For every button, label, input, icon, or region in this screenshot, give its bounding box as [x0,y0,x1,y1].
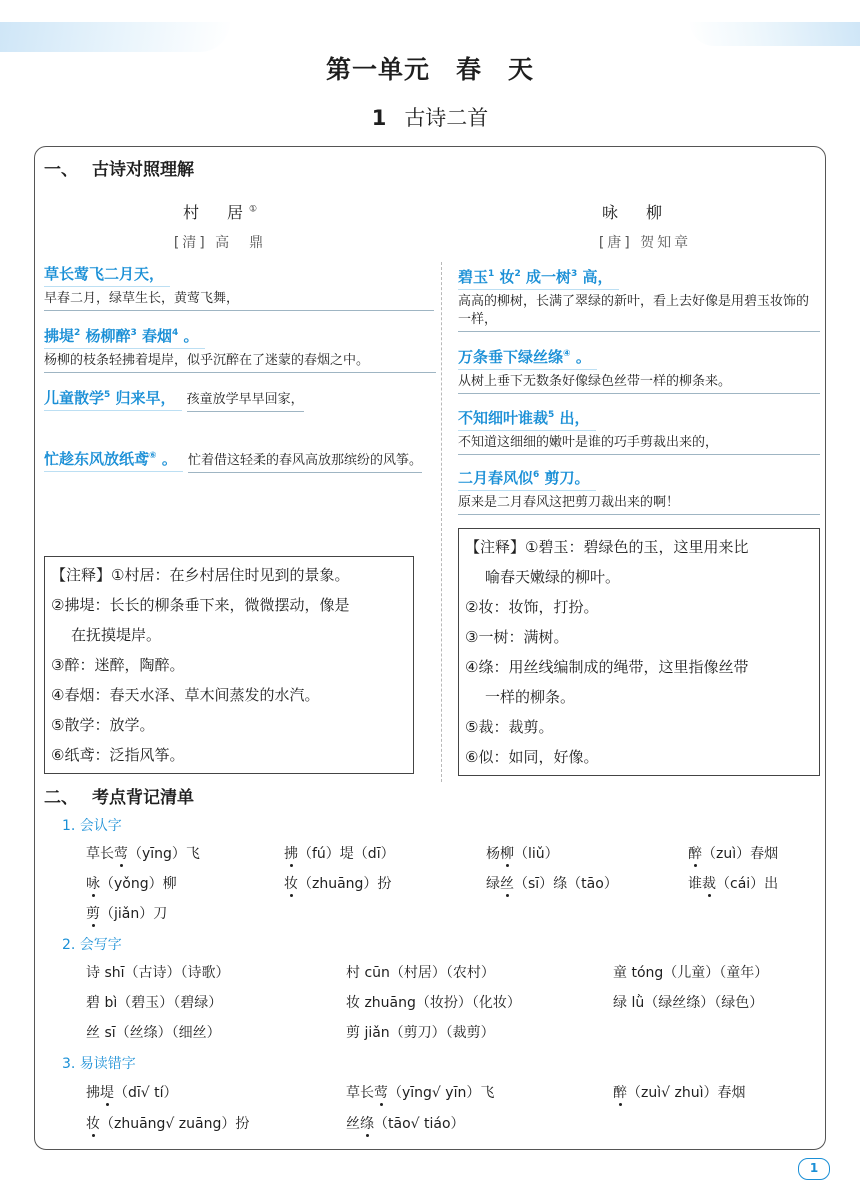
recognize-item: 剪（jiǎn）刀 [86,906,168,922]
poem2-line-2 [458,342,820,394]
poem2-line-4 [458,463,820,515]
recognize-item: 杨柳（liǔ） [486,846,559,862]
poem1-line-4-translation: 忙着借这轻柔的春风高放那缤纷的风筝。 [188,452,422,473]
write-heading: 2. 会写字 [62,937,122,953]
section1-title: 古诗对照理解 [92,160,194,180]
recognize-heading: 1. 会认字 [62,818,122,834]
poem1-note-4: ④春烟：春天水泽、草木间蒸发的水汽。 [51,686,320,704]
header-decoration-right [690,22,860,46]
misread-item: 醉（zuì√ zhuì）春烟 [613,1085,746,1101]
write-item: 童 tóng（儿童）（童年） [613,965,769,981]
poem1-author: [清] 高 鼎 [173,235,267,251]
poem2-note-6: ⑥似：如同，好像。 [465,748,599,766]
poem1-line-3 [44,383,434,412]
header-decoration-left [0,22,230,52]
misread-item: 丝绦（tāo√ tiáo） [346,1116,465,1132]
poem2-note-4: ④绦：用丝线编制成的绳带，这里指像丝带 [465,658,749,676]
write-item: 诗 shī（古诗）（诗歌） [86,965,230,981]
column-divider [441,262,442,782]
write-item: 村 cūn（村居）（农村） [346,965,495,981]
poem2-note-4-cont: 一样的柳条。 [485,688,576,706]
poem1-note-2: ②拂堤：长长的柳条垂下来，微微摆动，像是 [51,596,350,614]
poem2-line-2-original: 万条垂下绿丝绦④ 。 [458,342,597,370]
poem1-title-text: 村 居 [182,203,249,222]
poem1-title [150,200,290,223]
poem2-line-3 [458,403,820,455]
poem1-title-mark: ① [248,204,258,215]
poem2-line-4-original: 二月春风似$^6$ 剪刀。 [458,463,596,491]
write-item: 碧 bì（碧玉）（碧绿） [86,995,223,1011]
recognize-item: 谁裁（cái）出 [688,876,779,892]
lesson-number: 1 [371,106,387,130]
poem1-note-6: ⑥纸鸢：泛指风筝。 [51,746,185,764]
lesson-title-text: 古诗二首 [404,106,489,130]
recognize-item: 咏（yǒng）柳 [86,876,177,892]
poem2-line-3-translation: 不知道这细细的嫩叶是谁的巧手剪裁出来的， [458,434,820,455]
poem2-note-1-cont: 喻春天嫩绿的柳叶。 [485,568,621,586]
poem2-author: [唐] 贺知章 [598,235,692,251]
write-item: 妆 zhuāng（妆扮）（化妆） [346,995,521,1011]
poem2-note-5: ⑤裁：裁剪。 [465,718,554,736]
poem1-line-4 [44,444,434,473]
poem2-note-1: 【注释】①碧玉：碧绿色的玉，这里用来比 [465,538,749,556]
write-item: 丝 sī（丝绦）（细丝） [86,1025,221,1041]
poem1-line-1-translation: 早春二月，绿草生长，黄莺飞舞， [44,290,434,311]
poem1-note-3: ③醉：迷醉，陶醉。 [51,656,185,674]
unit-title: 第一单元 春 天 [325,55,534,84]
poem1-note-5: ⑤散学：放学。 [51,716,155,734]
poem2-line-1-original: 碧玉$^1$ 妆$^2$ 成一树$^3$ 高， [458,262,619,290]
write-item: 绿 lǜ（绿丝绦）（绿色） [613,995,764,1011]
write-item: 剪 jiǎn（剪刀）（裁剪） [346,1025,495,1041]
poem2-note-3: ③一树：满树。 [465,628,569,646]
poem1-line-3-translation: 孩童放学早早回家， [187,391,304,412]
section1-tag: 一、 [44,160,78,180]
misread-item: 拂堤（dī√ tí） [86,1085,178,1101]
poem2-line-1-translation: 高高的柳树，长满了翠绿的新叶，看上去好像是用碧玉妆饰的一样， [458,293,820,332]
section1-heading [44,155,194,180]
recognize-item: 拂（fú）堤（dī） [284,846,395,862]
poem1-line-2 [44,321,436,373]
poem1-line-3-original: 儿童散学$^5$ 归来早， [44,383,182,411]
poem1-note-1: 【注释】①村居：在乡村居住时见到的景象。 [51,566,350,584]
recognize-item: 妆（zhuāng）扮 [284,876,392,892]
section2-tag: 二、 [44,788,78,808]
poem2-line-4-translation: 原来是二月春风这把剪刀裁出来的啊！ [458,494,820,515]
poem1-line-4-original: 忙趁东风放纸鸢⑥ 。 [44,444,183,472]
poem2-line-1 [458,262,820,332]
poem2-line-2-translation: 从树上垂下无数条好像绿色丝带一样的柳条来。 [458,373,820,394]
recognize-item: 醉（zuì）春烟 [688,846,779,862]
page-number: 1 [798,1158,830,1180]
poem2-notes [458,528,820,776]
poem1-line-1-original: 草长莺飞二月天， [44,262,170,287]
poem1-note-2-cont: 在抚摸堤岸。 [71,626,162,644]
recognize-item: 绿丝（sī）绦（tāo） [486,876,618,892]
misread-heading: 3. 易读错字 [62,1056,136,1072]
poem2-line-3-original: 不知细叶谁裁$^5$ 出， [458,403,596,431]
section2-heading [44,783,194,808]
misread-item: 妆（zhuāng√ zuāng）扮 [86,1116,250,1132]
misread-item: 草长莺（yīng√ yīn）飞 [346,1085,495,1101]
poem1-line-2-original: 拂堤$^2$ 杨柳醉$^3$ 春烟$^4$ 。 [44,321,205,349]
recognize-item: 草长莺（yīng）飞 [86,846,200,862]
poem1-notes [44,556,414,774]
lesson-title [0,102,860,132]
poem2-title: 咏 柳 [601,203,668,222]
poem1-line-2-translation: 杨柳的枝条轻拂着堤岸，似乎沉醉在了迷蒙的春烟之中。 [44,352,436,373]
poem2-note-2: ②妆：妆饰，打扮。 [465,598,599,616]
section2-title: 考点背记清单 [92,788,194,808]
poem1-line-1 [44,262,434,311]
